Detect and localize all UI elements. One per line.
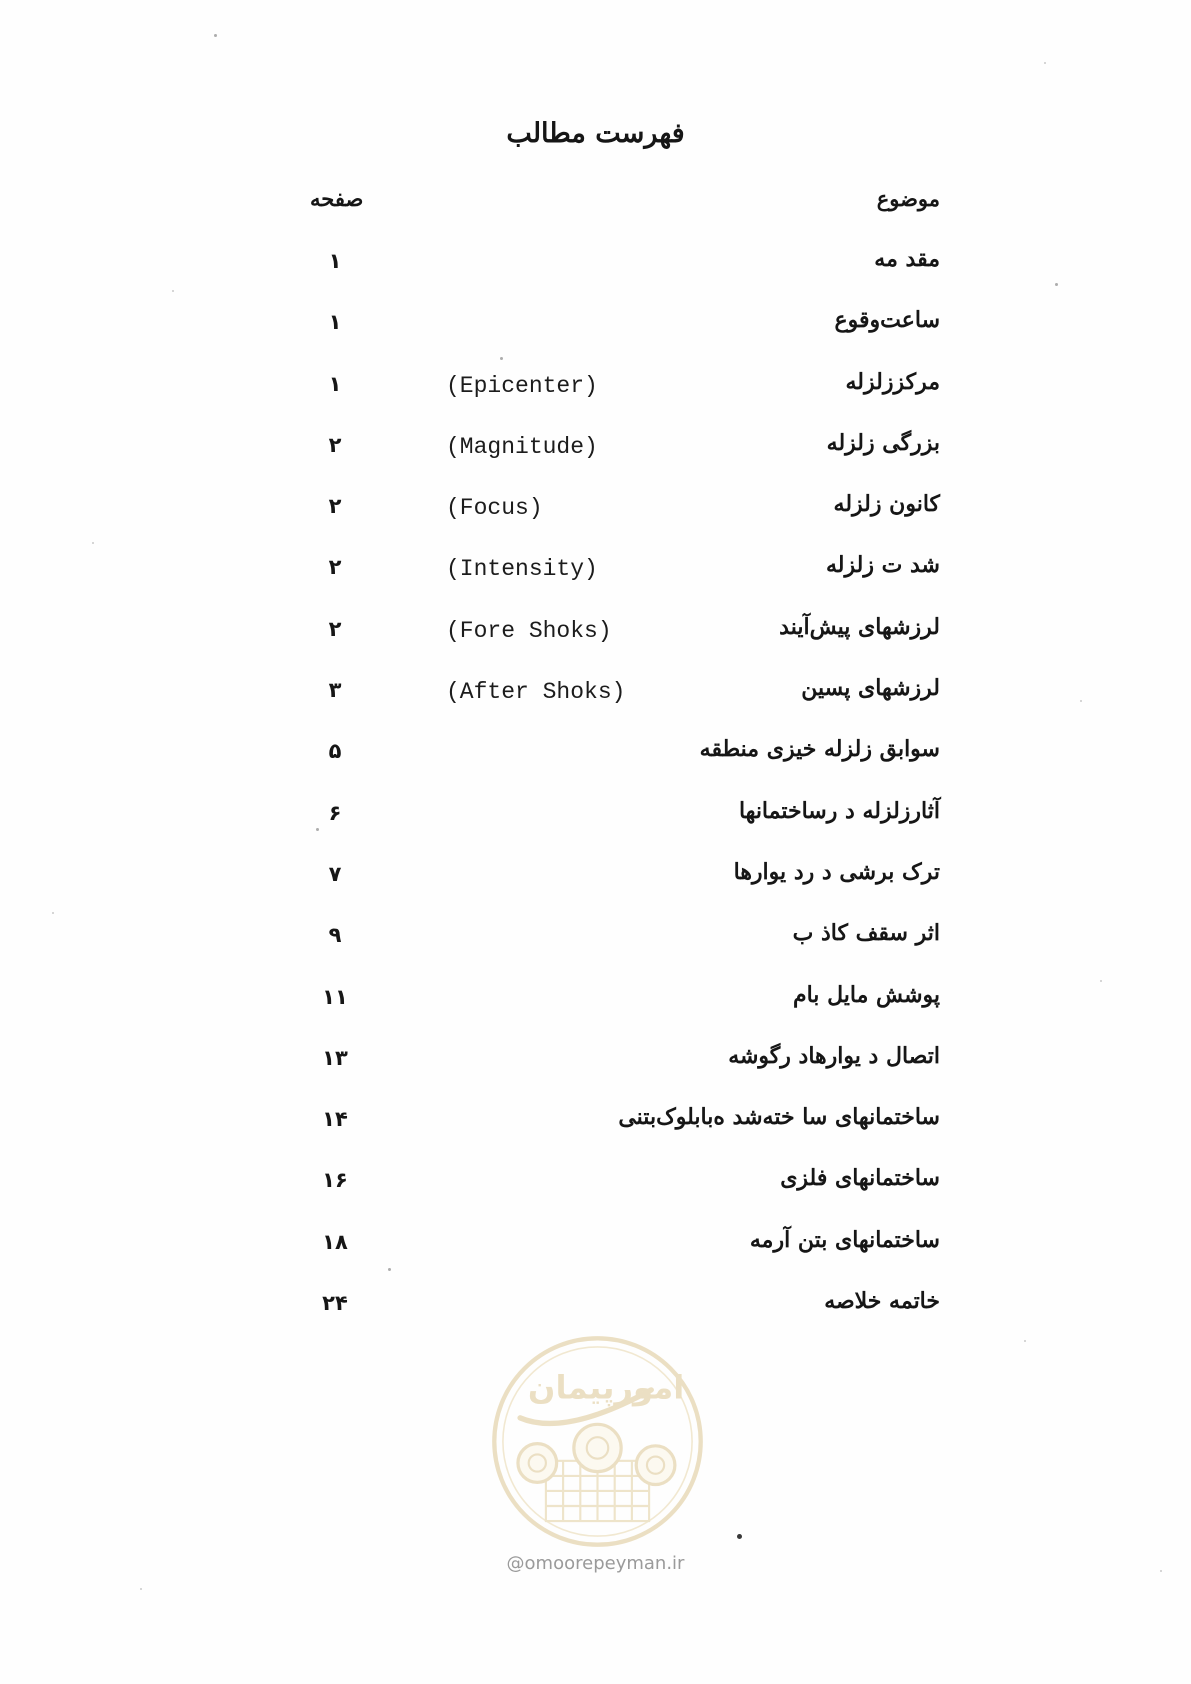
toc-page-number: ۲ — [328, 555, 342, 580]
column-header-topic: موضوع — [876, 186, 940, 211]
toc-page-number: ۱۶ — [322, 1168, 348, 1193]
toc-row — [310, 369, 940, 430]
toc-row — [310, 859, 940, 920]
toc-row — [310, 307, 940, 368]
toc-row — [310, 246, 940, 307]
toc-page-number: ۱۳ — [322, 1045, 348, 1070]
scan-speck — [172, 290, 174, 292]
toc-topic: پوشش مایل بام — [792, 981, 940, 1008]
toc-row — [310, 552, 940, 613]
toc-topic: آثارزلزله د رساختمانها — [738, 797, 940, 824]
toc-topic: ساعت‌وقوع — [834, 307, 940, 334]
toc-list — [310, 246, 940, 1349]
toc-topic: اتصال د یوارهاد رگوشه — [728, 1042, 940, 1069]
toc-page-number: ۳ — [328, 678, 342, 703]
toc-topic: ترک برشی د رد یوارها — [733, 858, 940, 885]
watermark-logo-text: امورپیمان — [527, 1368, 685, 1407]
toc-page-number: ۹ — [328, 923, 342, 948]
scan-speck — [1055, 283, 1058, 286]
omoorepeyman-seal-icon — [490, 1334, 705, 1549]
toc-row — [310, 1165, 940, 1226]
toc-row — [310, 491, 940, 552]
toc-topic: سوابق زلزله خیزی منطقه — [699, 736, 940, 763]
toc-page-number: ۱۸ — [322, 1229, 348, 1254]
toc-header — [310, 186, 940, 220]
toc-english-term: (Epicenter) — [446, 372, 598, 399]
toc-page-number: ۲۴ — [322, 1291, 348, 1316]
toc-page-number: ۱۱ — [322, 984, 348, 1009]
toc-topic: مقد مه — [874, 246, 940, 272]
toc-topic: خاتمه خلاصه — [824, 1288, 940, 1315]
page-title: فهرست مطالب — [506, 118, 685, 149]
toc-topic: اثر سقف کاذ ب — [792, 920, 940, 947]
toc-row — [310, 920, 940, 981]
scan-speck — [737, 1534, 742, 1539]
scan-speck — [92, 542, 94, 544]
toc-english-term: (Intensity) — [446, 556, 598, 583]
scan-speck — [1100, 980, 1102, 982]
scan-speck — [140, 1588, 142, 1590]
scan-speck — [214, 34, 217, 37]
toc-topic: شد ت زلزله — [826, 552, 940, 579]
toc-topic: ساختمانهای سا خته‌شد ه‌بابلوک‌بتنی — [618, 1104, 940, 1131]
toc-english-term: (Focus) — [446, 495, 543, 522]
toc-page-number: ۲ — [328, 616, 342, 641]
toc-topic: ساختمانهای بتن آرمه — [749, 1226, 940, 1253]
toc-topic: لرزشهای پسین — [801, 675, 940, 702]
toc-page-number: ۵ — [328, 739, 342, 764]
toc-topic: بزرگی زلزله — [826, 429, 940, 456]
toc-row — [310, 798, 940, 859]
column-header-page: صفحه — [310, 186, 364, 211]
toc-page-number: ۱ — [328, 310, 342, 335]
toc-page-number: ۲ — [328, 494, 342, 519]
toc-row — [310, 736, 940, 797]
toc-topic: کانون زلزله — [833, 491, 940, 518]
toc-english-term: (Fore Shoks) — [446, 617, 612, 644]
toc-row — [310, 614, 940, 675]
toc-topic: مرکززلزله — [845, 368, 940, 395]
toc-topic: لرزشهای پیش‌آیند — [779, 613, 940, 640]
scan-speck — [1080, 700, 1082, 702]
toc-row — [310, 982, 940, 1043]
scan-speck — [52, 912, 54, 914]
toc-page-number: ۱ — [328, 371, 342, 396]
toc-page-number: ۱۴ — [322, 1107, 348, 1132]
toc-row — [310, 1043, 940, 1104]
toc-page-number: ۶ — [328, 800, 342, 825]
toc-page-number: ۷ — [328, 861, 342, 886]
toc-english-term: (Magnitude) — [446, 433, 598, 460]
toc-row — [310, 675, 940, 736]
toc-page-number: ۱ — [328, 249, 342, 273]
toc-row — [310, 430, 940, 491]
watermark-url: @omoorepeyman.ir — [506, 1553, 685, 1574]
toc-row — [310, 1104, 940, 1165]
scan-speck — [1044, 62, 1046, 64]
toc-topic: ساختمانهای فلزی — [780, 1165, 940, 1192]
toc-english-term: (After Shoks) — [446, 679, 626, 706]
toc-row — [310, 1227, 940, 1288]
scan-speck — [1024, 1340, 1026, 1342]
toc-page-number: ۲ — [328, 432, 342, 457]
